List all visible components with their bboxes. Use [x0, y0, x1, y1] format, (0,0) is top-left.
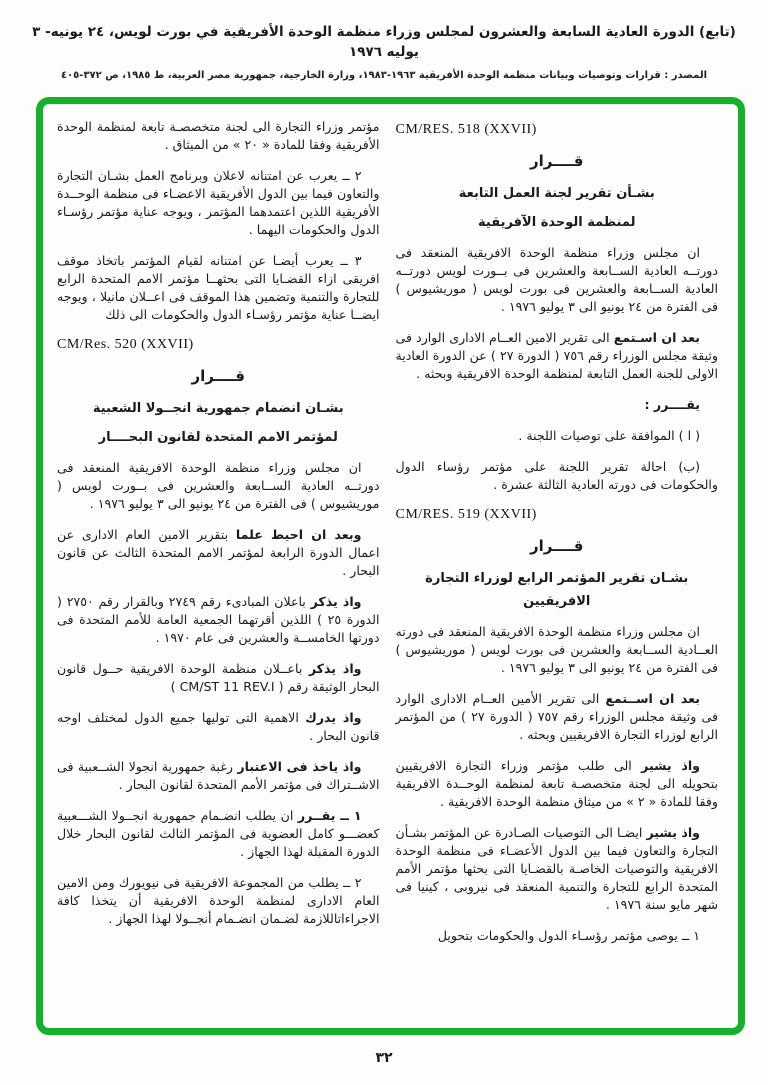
- body-paragraph: ان مجلس وزراء منظمة الوحدة الافريقية المنعقد فى دورتــه العادية الســابعة والعشرين فى بــورت لويس دورتــه العادية الســابعة والعشرين فى بورت لويس ( موريشيوس ) فى الفترة من ٢٤ يونيو الى ٣ يوليو ١٩٧٦ .: [395, 245, 718, 314]
- paragraph-text: الاهمية التى توليها جميع الدول لمختلف اوجه قانون البحار .: [57, 710, 380, 743]
- resolution-title: قــــرار: [191, 367, 245, 385]
- paragraph-lead: واذ يشير: [646, 825, 701, 840]
- paragraph-text: الى طلب مؤتمر وزراء التجارة الافريقيين بتحويله الى لجنة متخصصـة تابعة لمنظمة الوحــدة الافريقية وفقا للمادة « ٢ » من ميثاق منظمة الوحدة الافريقية .: [395, 758, 718, 809]
- paragraph-lead: بعد ان اســتمع: [605, 691, 700, 706]
- body-paragraph: [396, 757, 719, 811]
- paragraph-text: الى تقرير الامين العــام الادارى الوارد فى وثيقة مجلس الوزراء رقم ٧٥٦ ( الدورة ٢٧ ) عن الدورة العادية الاولى للجنة العمل التابعة لمنظمة الوحدة الافريقية وبحثه .: [395, 330, 718, 381]
- body-paragraph: مؤتمر وزراء التجارة الى لجنة متخصصـة تابعة لمنظمة الوحدة الأفريقية وفقا للمادة « ٢٠ » من الميثاق .: [57, 119, 380, 152]
- body-paragraph: ٣ ــ يعرب أيضـا عن امتنانه لقيام المؤتمر باتخاذ موقف افريقى ازاء القضـايا التى بحثهــا مؤتمر الامم المتحدة الرابع للتجارة والتنمية وتضمين هذا الموقف فى اعــلان مانيلا ، ويوجه ايضــا عناية مؤتمر رؤسـاء الدول والحكومات الى ذلك: [57, 253, 380, 322]
- body-paragraph: [57, 593, 380, 647]
- body-paragraph: ٢ ــ يطلب من المجموعة الافريقية فى نيويورك ومن الامين العام الادارى لمنظمة الوحدة الافريقية أن يتخذا كافة الاجراءاتاللازمة لضـمان انضـمام أنجــولا لهذا الجهاز .: [57, 875, 380, 926]
- body-paragraph: ان مجلس وزراء منظمة الوحدة الافريقية المنعقد فى دورته العــادية الســابعة والعشرين فى بورت لويس ( موريشيوس ) فى الفترة من ٢٤ يونيو الى ٣ يوليو ١٩٧٦ .: [395, 624, 718, 675]
- resolution-subject: لمؤتمر الامم المتحدة لقانون البحــــار: [98, 430, 338, 445]
- header-session-title: (تابع) الدورة العادية السابعة والعشرون لمجلس وزراء منظمة الوحدة الأفريقية في بورت لويس، ٢٤ يونيه- ٣ يوليه ١٩٧٦: [32, 24, 736, 60]
- paragraph-lead: واذ يشير: [641, 758, 700, 773]
- resolution-code: CM/RES. 519 (XXVII): [395, 507, 537, 522]
- paragraph-lead: واذ ياخذ فى الاعتبار: [237, 759, 362, 774]
- resolution-code: CM/Res. 520 (XXVII): [57, 337, 194, 352]
- resolution-code: CM/RES. 518 (XXVII): [395, 122, 537, 137]
- resolution-subject: بشـان انضمام جمهورية انجــولا الشعبية: [92, 401, 344, 416]
- page-header: [20, 22, 748, 84]
- body-paragraph: [396, 329, 719, 383]
- body-paragraph: [57, 709, 380, 745]
- paragraph-lead: بعد ان اسـتمع: [613, 330, 700, 345]
- paragraph-text: ان يطلب انضـمام جمهورية انجــولا الشـــعبية كعضـــو كامل العضوية فى المؤتمر الثالث لقانون البحار خلال الدورة المقبلة لهذا الجهاز .: [57, 808, 380, 859]
- column-right: [396, 118, 727, 1022]
- resolution-subject: بشـان تقرير المؤتمر الرابع لوزراء التجارة الافريقيين: [425, 571, 689, 609]
- body-paragraph: [57, 526, 380, 580]
- body-paragraph: ان مجلس وزراء منظمة الوحدة الافريقية المنعقد فى دورتــه العادية الســابعة والعشرين فى بــورت لويس ( موريشيوس ) فى الفترة من ٢٤ يونيو الى ٣ يوليو ١٩٧٦ .: [57, 460, 380, 511]
- body-paragraph: [396, 690, 719, 744]
- paragraph-lead: واذ يدرك: [305, 710, 362, 725]
- paragraph-text: الى تقرير الأمين العــام الادارى الوارد فى وثيقة مجلس الوزراء رقم ٧٥٧ ( الدورة ٢٧ ) من المؤتمر الرابع لوزراء التجارة الافريقيين وبحثه .: [395, 691, 718, 742]
- paragraph-lead: ١ ــ يقــرر: [297, 808, 362, 823]
- body-paragraph: ٢ ــ يعرب عن امتنانه لاعلان وبرنامج العمل بشـان التجارة والتعاون فيما بين الدول الأفريقية الاعضـاء فى منظمة الوحــدة الأفريقية اللذين اعتمدهما المؤتمر ، ويوجه عناية مؤتمر رؤسـاء الدول والحكومات اليهما .: [57, 168, 380, 237]
- resolution-title: قــــرار: [530, 152, 584, 170]
- resolution-subject: لمنظمة الوحدة الآفريقية: [478, 215, 636, 230]
- paragraph-text: رغبة جمهورية انجولا الشــعبية فى الاشــتراك فى مؤتمر الأمم المتحدة لقانون البحار .: [57, 759, 380, 792]
- body-paragraph: (ب) احالة تقرير اللجنة على مؤتمر رؤساء الدول والحكومات فى دورته العادية الثالثة عشرة .: [395, 459, 718, 492]
- two-column-layout: [53, 118, 726, 1022]
- paragraph-text: ايضـا الى التوصيات الصـادرة عن المؤتمر بشـأن التجارة والتعاون فيما بين الدول الأعضـاء فى منظمة الوحدة الافريقية والتوصيات الخاصـة بالقضـايا التى بحثها مؤتمر الأمم المتحدة الرابع للتجارة والتنمية المنعقد فى نيروبى ، كينيا فى شهر مايو سنة ١٩٧٦ .: [395, 825, 718, 912]
- body-paragraph: [57, 807, 380, 861]
- paragraph-lead: واذ يذكر: [310, 594, 362, 609]
- body-paragraph: [396, 396, 719, 414]
- paragraph-text: باعلان المبادىء رقم ٢٧٤٩ وبالقرار رقم ٢٧٥٠ ( الدورة ٢٥ ) اللذين أقرتهما الجمعية العامة للأمم المتحدة فى دورتها الخامســة والعشرين فى عام ١٩٧٠ .: [57, 594, 380, 645]
- body-paragraph: ( ا ) الموافقة على توصيات اللجنة .: [518, 428, 700, 443]
- header-source-line: المصدر : قرارات وتوصيات وبيانات منظمة الوحدة الأفريقية ١٩٦٣-١٩٨٣، وزارة الخارجية، جمهورية مصر العربية، ط ١٩٨٥، ص ٣٧٢-٤٠٥: [60, 70, 708, 81]
- body-paragraph: ١ ــ يوصى مؤتمر رؤسـاء الدول والحكومات بتحويل: [437, 928, 700, 943]
- paragraph-lead: وبعد ان احيط علما: [235, 527, 362, 542]
- paragraph-text: باعــلان منظمة الوحدة الافريقية حــول قانون البحار الوثيقة رقم ( CM/ST 11 REV.I ): [57, 661, 380, 694]
- body-paragraph: [57, 660, 380, 696]
- page-number: ٣٢: [375, 1050, 393, 1066]
- paragraph-lead: يقــــرر :: [644, 397, 700, 412]
- resolution-subject: بشـأن تقرير لجنة العمل التابعة: [458, 186, 655, 201]
- resolution-title: قــــرار: [530, 537, 584, 555]
- paragraph-text: بتقرير الامين العام الادارى عن اعمال الدورة الرابعة لمؤتمر الامم المتحدة الثالث عن قانون البحار .: [57, 527, 380, 578]
- content-border-frame: [36, 97, 745, 1035]
- paragraph-lead: واذ يذكر: [308, 661, 362, 676]
- body-paragraph: [396, 824, 719, 914]
- body-paragraph: [57, 758, 380, 794]
- column-left: [53, 118, 380, 1022]
